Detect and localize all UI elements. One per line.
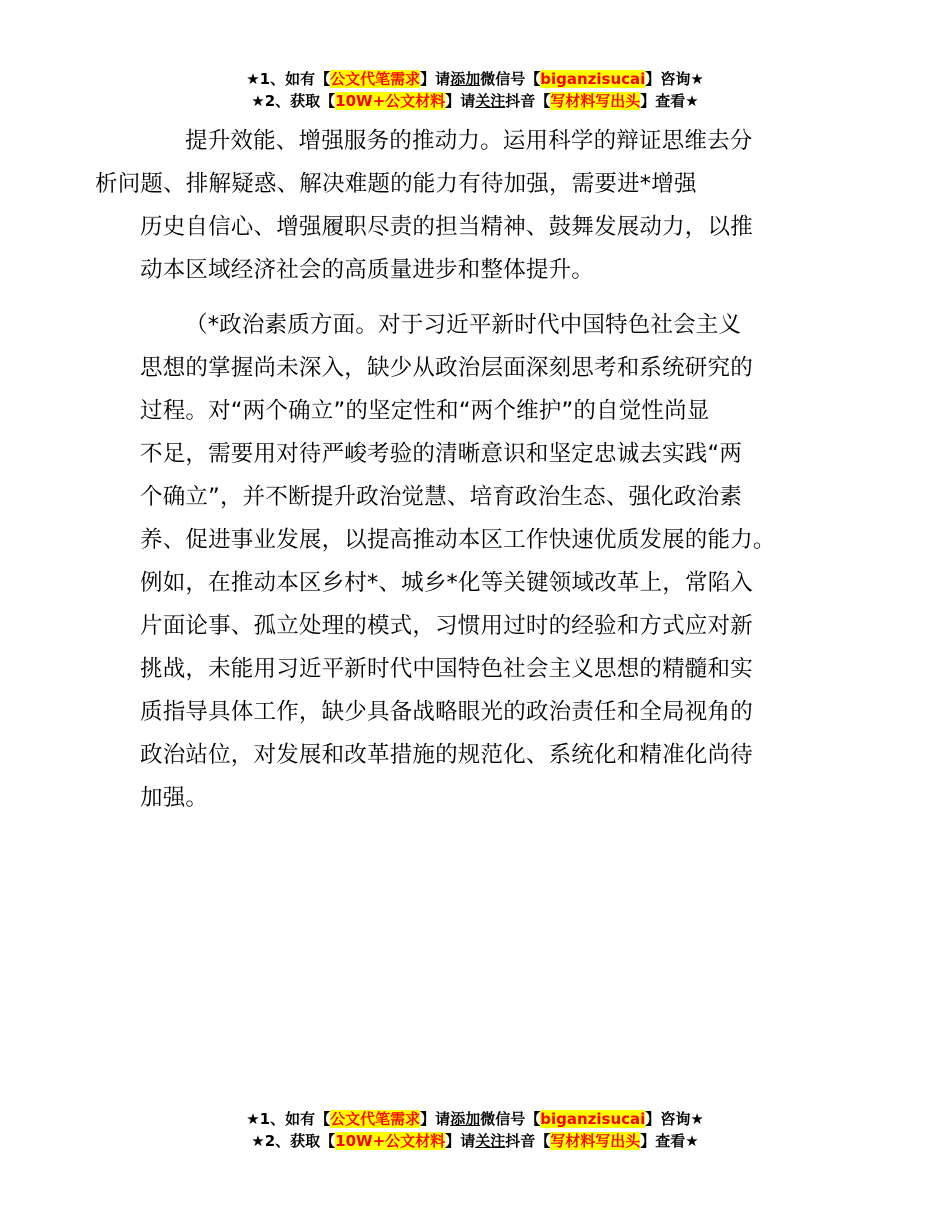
text-line: 挑战，未能用习近平新时代中国特色社会主义思想的精髓和实 (140, 656, 753, 682)
banner-text: ★1、如有 (246, 1110, 316, 1128)
banner-bracket: 【 (535, 92, 551, 110)
banner-bracket: 】 (645, 70, 661, 88)
text-line: 例如，在推动本区乡村*、城乡*化等关键领域改革上，常陷入 (140, 570, 754, 596)
banner-line-1 (0, 1108, 950, 1130)
highlight-service: 公文代笔需求 (330, 70, 421, 88)
text-line: 动本区域经济社会的高质量进步和整体提升。 (140, 257, 595, 283)
banner-bracket: 【 (525, 1110, 541, 1128)
banner-bracket: 【 (535, 1132, 551, 1150)
banner-bracket: 【 (315, 1110, 331, 1128)
banner-bracket: 】 (420, 70, 436, 88)
banner-text: 请 (460, 92, 476, 110)
paragraph-2 (140, 304, 820, 820)
banner-line-2 (0, 1130, 950, 1152)
document-body (95, 120, 820, 820)
highlight-wechat-id: biganzisucai (540, 70, 646, 88)
banner-underlined-text: 关注 (475, 1132, 506, 1150)
banner-text: ★2、获取 (251, 1132, 321, 1150)
highlight-service: 公文代笔需求 (330, 1110, 421, 1128)
banner-underlined-text: 添加 (450, 70, 481, 88)
banner-text: 抖音 (505, 1132, 536, 1150)
banner-text: 请 (435, 70, 451, 88)
banner-text: ★1、如有 (246, 70, 316, 88)
text-line: 历史自信心、增强履职尽责的担当精神、鼓舞发展动力，以推 (140, 214, 753, 240)
text-line: 提升效能、增强服务的推动力。运用科学的辩证思维去分 (185, 128, 753, 154)
text-line: 片面论事、孤立处理的模式，习惯用过时的经验和方式应对新 (140, 613, 753, 639)
banner-bracket: 【 (525, 70, 541, 88)
banner-text: 查看★ (655, 92, 699, 110)
text-line: 个确立”，并不断提升政治觉慧、培育政治生态、强化政治素 (140, 484, 743, 510)
banner-text: 微信号 (480, 1110, 526, 1128)
banner-underlined-text: 关注 (475, 92, 506, 110)
banner-underlined-text: 添加 (450, 1110, 481, 1128)
text-line: 析问题、排解疑惑、解决难题的能力有待加强，需要进*增强 (95, 171, 697, 197)
text-line: 养、促进事业发展，以提高推动本区工作快速优质发展的能力。 (140, 527, 776, 553)
text-line: 政治站位，对发展和改革措施的规范化、系统化和精准化尚待 (140, 742, 753, 768)
banner-bracket: 】 (445, 1132, 461, 1150)
text-line: （*政治素质方面。对于习近平新时代中国特色社会主义 (185, 312, 742, 338)
banner-text: 请 (435, 1110, 451, 1128)
highlight-douyin-account: 写材料写出头 (550, 92, 641, 110)
text-line: 思想的掌握尚未深入，缺少从政治层面深刻思考和系统研究的 (140, 355, 753, 381)
banner-text: 咨询★ (660, 70, 704, 88)
banner-text: 微信号 (480, 70, 526, 88)
banner-text: 请 (460, 1132, 476, 1150)
text-line: 加强。 (140, 785, 209, 811)
banner-bracket: 】 (420, 1110, 436, 1128)
banner-bracket: 【 (320, 1132, 336, 1150)
banner-text: 抖音 (505, 92, 536, 110)
banner-bracket: 】 (640, 92, 656, 110)
banner-line-2 (0, 90, 950, 112)
text-line: 质指导具体工作，缺少具备战略眼光的政治责任和全局视角的 (140, 699, 753, 725)
banner-text: 查看★ (655, 1132, 699, 1150)
text-line: 过程。对“两个确立”的坚定性和“两个维护”的自觉性尚显 (140, 398, 710, 424)
banner-bracket: 【 (320, 92, 336, 110)
paragraph-1 (95, 120, 820, 292)
text-line: 不足，需要用对待严峻考验的清晰意识和坚定忠诚去实践“两 (140, 441, 743, 467)
banner-bracket: 【 (315, 70, 331, 88)
highlight-douyin-account: 写材料写出头 (550, 1132, 641, 1150)
banner-line-1 (0, 68, 950, 90)
header-banner (0, 68, 950, 112)
highlight-materials: 10W+公文材料 (335, 1132, 446, 1150)
banner-text: ★2、获取 (251, 92, 321, 110)
banner-text: 咨询★ (660, 1110, 704, 1128)
highlight-materials: 10W+公文材料 (335, 92, 446, 110)
highlight-wechat-id: biganzisucai (540, 1110, 646, 1128)
banner-bracket: 】 (640, 1132, 656, 1150)
banner-bracket: 】 (645, 1110, 661, 1128)
footer-banner (0, 1108, 950, 1152)
banner-bracket: 】 (445, 92, 461, 110)
